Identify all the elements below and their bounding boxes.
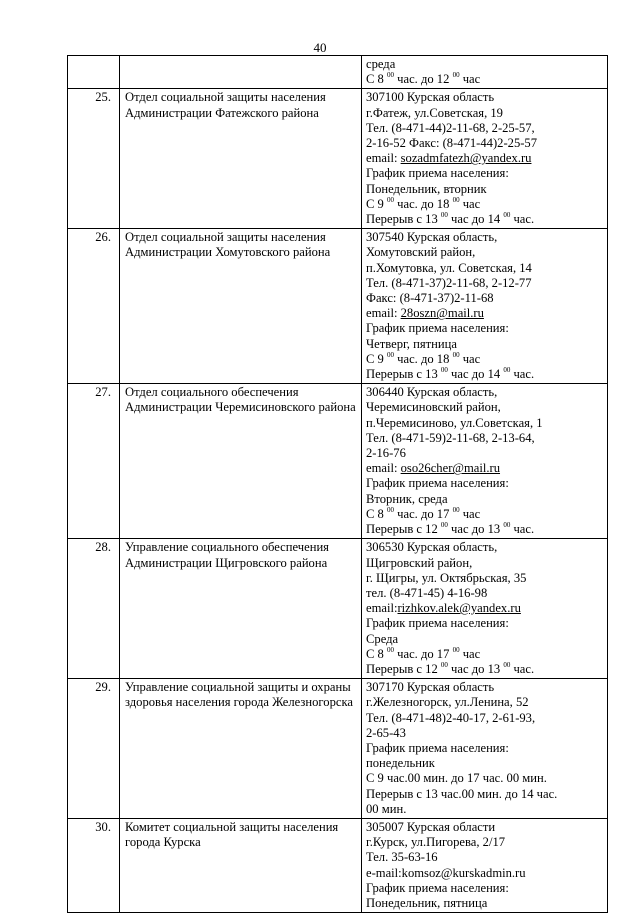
contact-line: Вторник, среда <box>366 491 448 506</box>
contact-info-cell <box>362 539 608 679</box>
contact-info-cell <box>362 89 608 229</box>
contact-line: Тел. (8-471-48)2-40-17, 2-61-93, <box>366 710 536 725</box>
contact-line: Тел. (8-471-59)2-11-68, 2-13-64, <box>366 430 535 445</box>
page-number: 40 <box>313 40 327 55</box>
row-number: 26. <box>68 229 120 384</box>
contact-line: г. Щигры, ул. Октябрьская, 35 <box>366 570 527 585</box>
social-services-table <box>67 55 608 913</box>
department-name-cell <box>120 56 362 89</box>
contact-line: г.Фатеж, ул.Советская, 19 <box>366 105 503 120</box>
contact-line: Четверг, пятница <box>366 336 457 351</box>
contact-line: п.Хомутовка, ул. Советская, 14 <box>366 260 532 275</box>
contact-line: Перерыв с 12 $^{00}$ час до 13 $^{00}$ час. <box>366 521 535 537</box>
contact-line: г.Железногорск, ул.Ленина, 52 <box>366 695 529 710</box>
contact-line: График приема населения: <box>366 166 509 181</box>
row-number: 29. <box>68 679 120 819</box>
row-number: 27. <box>68 384 120 539</box>
contact-line: email:rizhkov.alek@yandex.ru <box>366 601 521 616</box>
row-number: 28. <box>68 539 120 679</box>
contact-line: тел. (8-471-45) 4-16-98 <box>366 585 488 600</box>
contact-line: График приема населения: <box>366 880 509 895</box>
row-number: 25. <box>68 89 120 229</box>
contact-line: email: 28oszn@mail.ru <box>366 306 484 321</box>
continuation-row <box>68 56 608 89</box>
contact-line: Тел. 35-63-16 <box>366 850 438 865</box>
contact-info-cell <box>362 384 608 539</box>
department-name: Отдел социальной защиты населения Администрации Фатежского района <box>120 89 362 229</box>
contact-line: Тел. (8-471-44)2-11-68, 2-25-57, <box>366 120 535 135</box>
email-address: 28oszn@mail.ru <box>400 306 484 321</box>
table-row <box>68 229 608 384</box>
contact-info-cell <box>362 818 608 912</box>
contact-line: 305007 Курская области <box>366 819 496 834</box>
contact-line: email: sozadmfatezh@yandex.ru <box>366 151 532 166</box>
contact-line: Щигровский район, <box>366 555 473 570</box>
contact-line: понедельник <box>366 756 435 771</box>
email-address: oso26cher@mail.ru <box>400 461 501 476</box>
contact-line: 307170 Курская область <box>366 680 495 695</box>
department-name: Отдел социальной защиты населения Администрации Хомутовского района <box>120 229 362 384</box>
contact-line: email: oso26cher@mail.ru <box>366 461 501 476</box>
contact-line: Понедельник, пятница <box>366 895 488 910</box>
contact-line: п.Черемисиново, ул.Советская, 1 <box>366 415 543 430</box>
contact-line: 307100 Курская область <box>366 90 495 105</box>
contact-line: 00 мин. <box>366 801 407 816</box>
contact-line: С 8 $^{00}$ час. до 17 $^{00}$ час <box>366 645 481 661</box>
contact-line: Понедельник, вторник <box>366 181 487 196</box>
contact-line: Перерыв с 13 $^{00}$ час до 14 $^{00}$ час. <box>366 211 535 227</box>
contact-line: 2-16-76 <box>366 446 406 461</box>
contact-line: Среда <box>366 631 399 646</box>
contact-line: Факс: (8-471-37)2-11-68 <box>366 291 494 306</box>
contact-line: Хомутовский район, <box>366 245 476 260</box>
email-address: sozadmfatezh@yandex.ru <box>400 151 532 166</box>
department-name: Управление социального обеспечения Администрации Щигровского района <box>120 539 362 679</box>
contact-line: 306440 Курская область, <box>366 385 498 400</box>
contact-info-cell <box>362 56 608 89</box>
contact-info-cell <box>362 679 608 819</box>
contact-line: e-mail:komsoz@kurskadmin.ru <box>366 865 526 880</box>
table-row <box>68 384 608 539</box>
table-row <box>68 818 608 912</box>
table-row <box>68 679 608 819</box>
department-name: Комитет социальной защиты населения города Курска <box>120 818 362 912</box>
department-name: Отдел социального обеспечения Администрации Черемисиновского района <box>120 384 362 539</box>
contact-line: График приема населения: <box>366 321 509 336</box>
contact-info-cell <box>362 229 608 384</box>
row-number-cell <box>68 56 120 89</box>
contact-line: Тел. (8-471-37)2-11-68, 2-12-77 <box>366 275 532 290</box>
contact-line: График приема населения: <box>366 476 509 491</box>
contact-line: 2-16-52 Факс: (8-471-44)2-25-57 <box>366 136 538 151</box>
contact-line: 2-65-43 <box>366 725 406 740</box>
contact-line: 306530 Курская область, <box>366 540 498 555</box>
contact-line: С 8 $^{00}$ час. до 17 $^{00}$ час <box>366 505 481 521</box>
email-address: rizhkov.alek@yandex.ru <box>397 601 521 616</box>
contact-line: График приема населения: <box>366 616 509 631</box>
contact-line: г.Курск, ул.Пигорева, 2/17 <box>366 835 506 850</box>
contact-line: среда <box>366 57 396 71</box>
row-number: 30. <box>68 818 120 912</box>
contact-line: График приема населения: <box>366 740 509 755</box>
contact-line: Перерыв с 13 час.00 мин. до 14 час. <box>366 786 558 801</box>
department-name: Управление социальной защиты и охраны здоровья населения города Железногорска <box>120 679 362 819</box>
table-row <box>68 539 608 679</box>
contact-line: С 9 $^{00}$ час. до 18 $^{00}$ час <box>366 195 481 211</box>
contact-line: Черемисиновский район, <box>366 400 501 415</box>
table-row <box>68 89 608 229</box>
contact-line: С 9 час.00 мин. до 17 час. 00 мин. <box>366 771 547 786</box>
contact-line: Перерыв с 13 $^{00}$ час до 14 $^{00}$ час. <box>366 366 535 382</box>
contact-line: 307540 Курская область, <box>366 230 498 245</box>
contact-line: Перерыв с 12 $^{00}$ час до 13 $^{00}$ час. <box>366 660 535 676</box>
contact-line: С 8 $^{00}$ час. до 12 $^{00}$ час <box>366 71 481 87</box>
contact-line: С 9 $^{00}$ час. до 18 $^{00}$ час <box>366 350 481 366</box>
